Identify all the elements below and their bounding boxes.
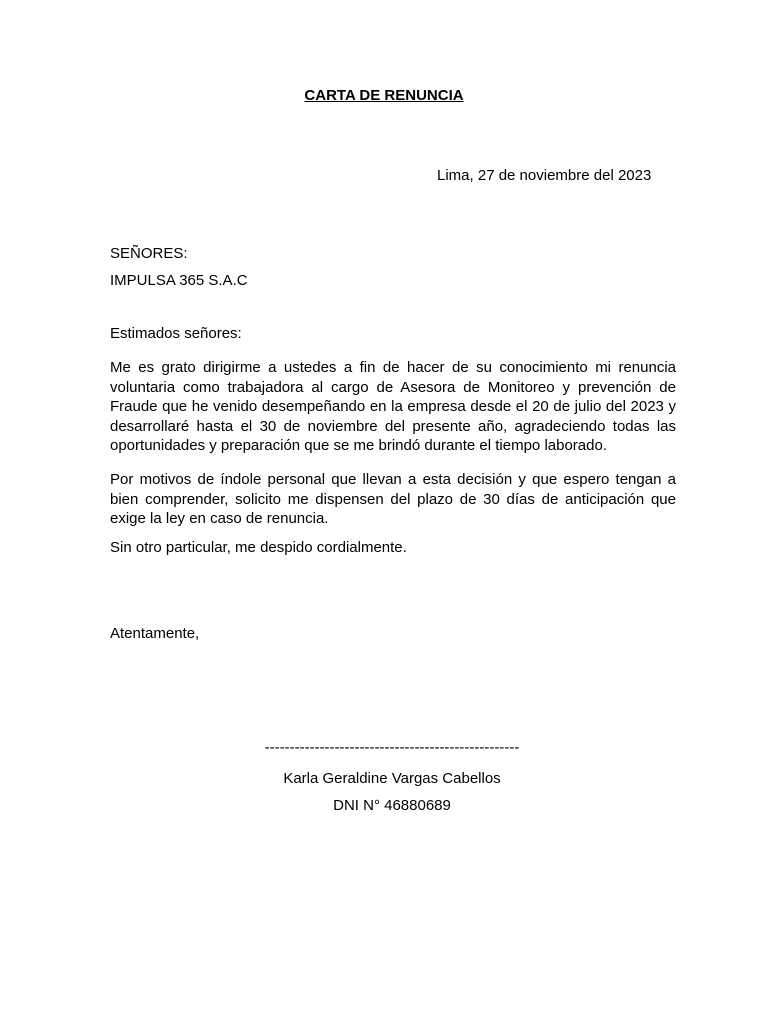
- farewell: Atentamente,: [110, 625, 200, 642]
- signer-name: Karla Geraldine Vargas Cabellos: [283, 770, 501, 787]
- signer-dni: DNI N° 46880689: [333, 797, 451, 814]
- recipient-label: SEÑORES:: [110, 245, 188, 262]
- recipient-company: IMPULSA 365 S.A.C: [110, 272, 248, 289]
- body-paragraph-1: Me es grato dirigirme a ustedes a fin de hacer de su conocimiento mi renuncia voluntaria como trabajadora al cargo de Asesora de Monitoreo y prevención de Fraude que he venido desempeñando en la empresa desde el 20 de julio del 2023 y desarrollaré hasta el 30 de noviembre del presente año, agradeciendo todas las oportunidades y preparación que se me brindó durante el tiempo laborado.: [110, 359, 676, 454]
- closing-line: Sin otro particular, me despido cordialmente.: [110, 539, 407, 556]
- signature-line: ---------------------------------------------------: [264, 739, 520, 756]
- greeting: Estimados señores:: [110, 325, 242, 342]
- letter-title: CARTA DE RENUNCIA: [304, 87, 464, 104]
- letter-date: Lima, 27 de noviembre del 2023: [437, 167, 652, 184]
- body-paragraph-2: Por motivos de índole personal que llevan a esta decisión y que espero tengan a bien comprender, solicito me dispensen del plazo de 30 días de anticipación que exige la ley en caso de renuncia.: [110, 471, 676, 527]
